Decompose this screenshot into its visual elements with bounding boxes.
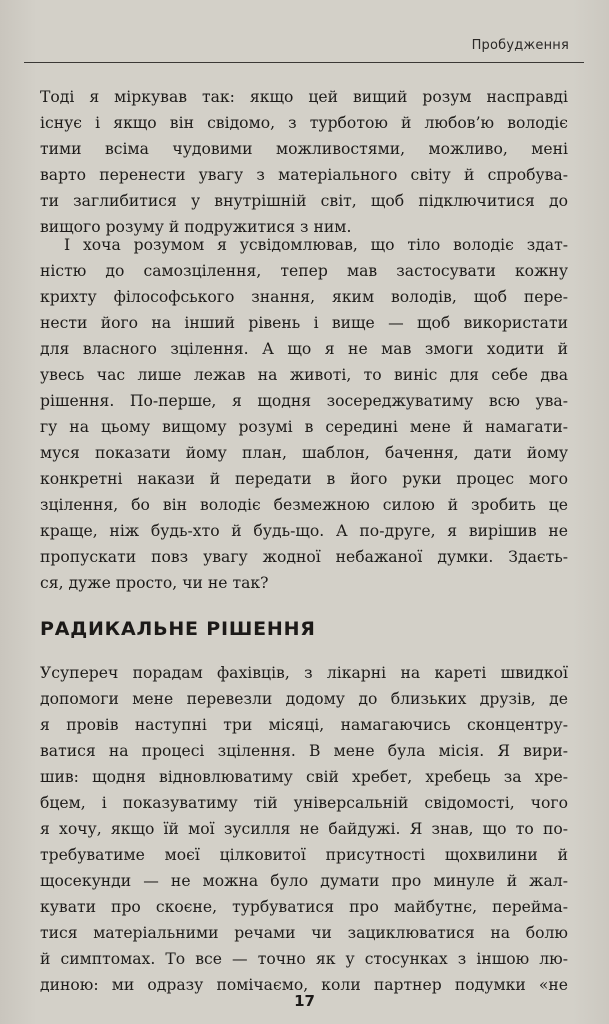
header-rule [24,62,584,63]
text-line: бцем, і показуватиму тій універсальній свідомості, чого [40,794,568,812]
text-line: кувати про скоєне, турбуватися про майбутнє, переймa- [40,898,568,916]
text-line: ністю до самозцілення, тепер мав застосувати кожну [40,262,568,280]
text-line: конкретні накази й передати в його руки процес мого [40,470,568,488]
text-line: ся, дуже просто, чи не так? [40,574,269,592]
text-line: краще, ніж будь-хто й будь-що. А по-друге, я вирішив не [40,522,568,540]
text-line: для власного зцілення. А що я не мав змоги ходити й [40,340,568,358]
text-line: Усупереч порадам фахівців, з лікарні на кареті швидкої [40,664,568,682]
text-line: гу на цьому вищому розумі в середині мене й намагати- [40,418,568,436]
text-line: тими всіма чудовими можливостями, можливо, мені [40,140,568,158]
text-line: щосекунди — не можна було думати про минуле й жал- [40,872,568,890]
text-line: муся показати йому план, шаблон, бачення, дати йому [40,444,568,462]
text-line: варто перенести увагу з матеріального світу й спробува- [40,166,568,184]
text-line: пропускати повз увагу жодної небажаної думки. Здаєть- [40,548,568,566]
text-line: я хочу, якщо їй мої зусилля не байдужі. Я знав, що то по- [40,820,568,838]
text-line: вищого розуму й подружитися з ним. [40,218,352,236]
text-line: требуватиме моєї цілковитої присутності щохвилини й [40,846,568,864]
text-line: І хоча розумом я усвідомлював, що тіло володіє здат- [64,236,568,254]
paragraph-3 [40,660,568,998]
text-line: нести його на інший рівень і вище — щоб використати [40,314,568,332]
paragraph-2 [40,232,568,596]
paragraph-1 [40,84,568,240]
text-line: ватися на процесі зцілення. В мене була місія. Я вири- [40,742,568,760]
text-line: я провів наступні три місяці, намагаючись сконцентру- [40,716,568,734]
text-line: ти заглибитися у внутрішній світ, щоб підключитися до [40,192,568,210]
section-heading: РАДИКАЛЬНЕ РІШЕННЯ [40,618,316,640]
running-head: Пробудження [471,38,569,53]
text-line: тися матеріальними речами чи зациклюватися на болю [40,924,568,942]
text-line: крихту філософського знання, яким володів, щоб пере- [40,288,568,306]
text-line: існує і якщо він свідомо, з турботою й любов’ю володіє [40,114,568,132]
text-line: рішення. По-перше, я щодня зосереджуватиму всю ува- [40,392,568,410]
page-number: 17 [294,992,315,1010]
text-line: шив: щодня відновлюватиму свій хребет, хребець за хре- [40,768,568,786]
text-line: диною: ми одразу помічаємо, коли партнер подумки «не [40,976,568,994]
text-line: допомоги мене перевезли додому до близьких друзів, де [40,690,568,708]
text-line: й симптомах. То все — точно як у стосунках з іншою лю- [40,950,568,968]
text-line: увесь час лише лежав на животі, то виніс для себе два [40,366,568,384]
text-line: Тоді я міркував так: якщо цей вищий розум насправді [40,88,568,106]
text-line: зцілення, бо він володіє безмежною силою й зробить це [40,496,568,514]
